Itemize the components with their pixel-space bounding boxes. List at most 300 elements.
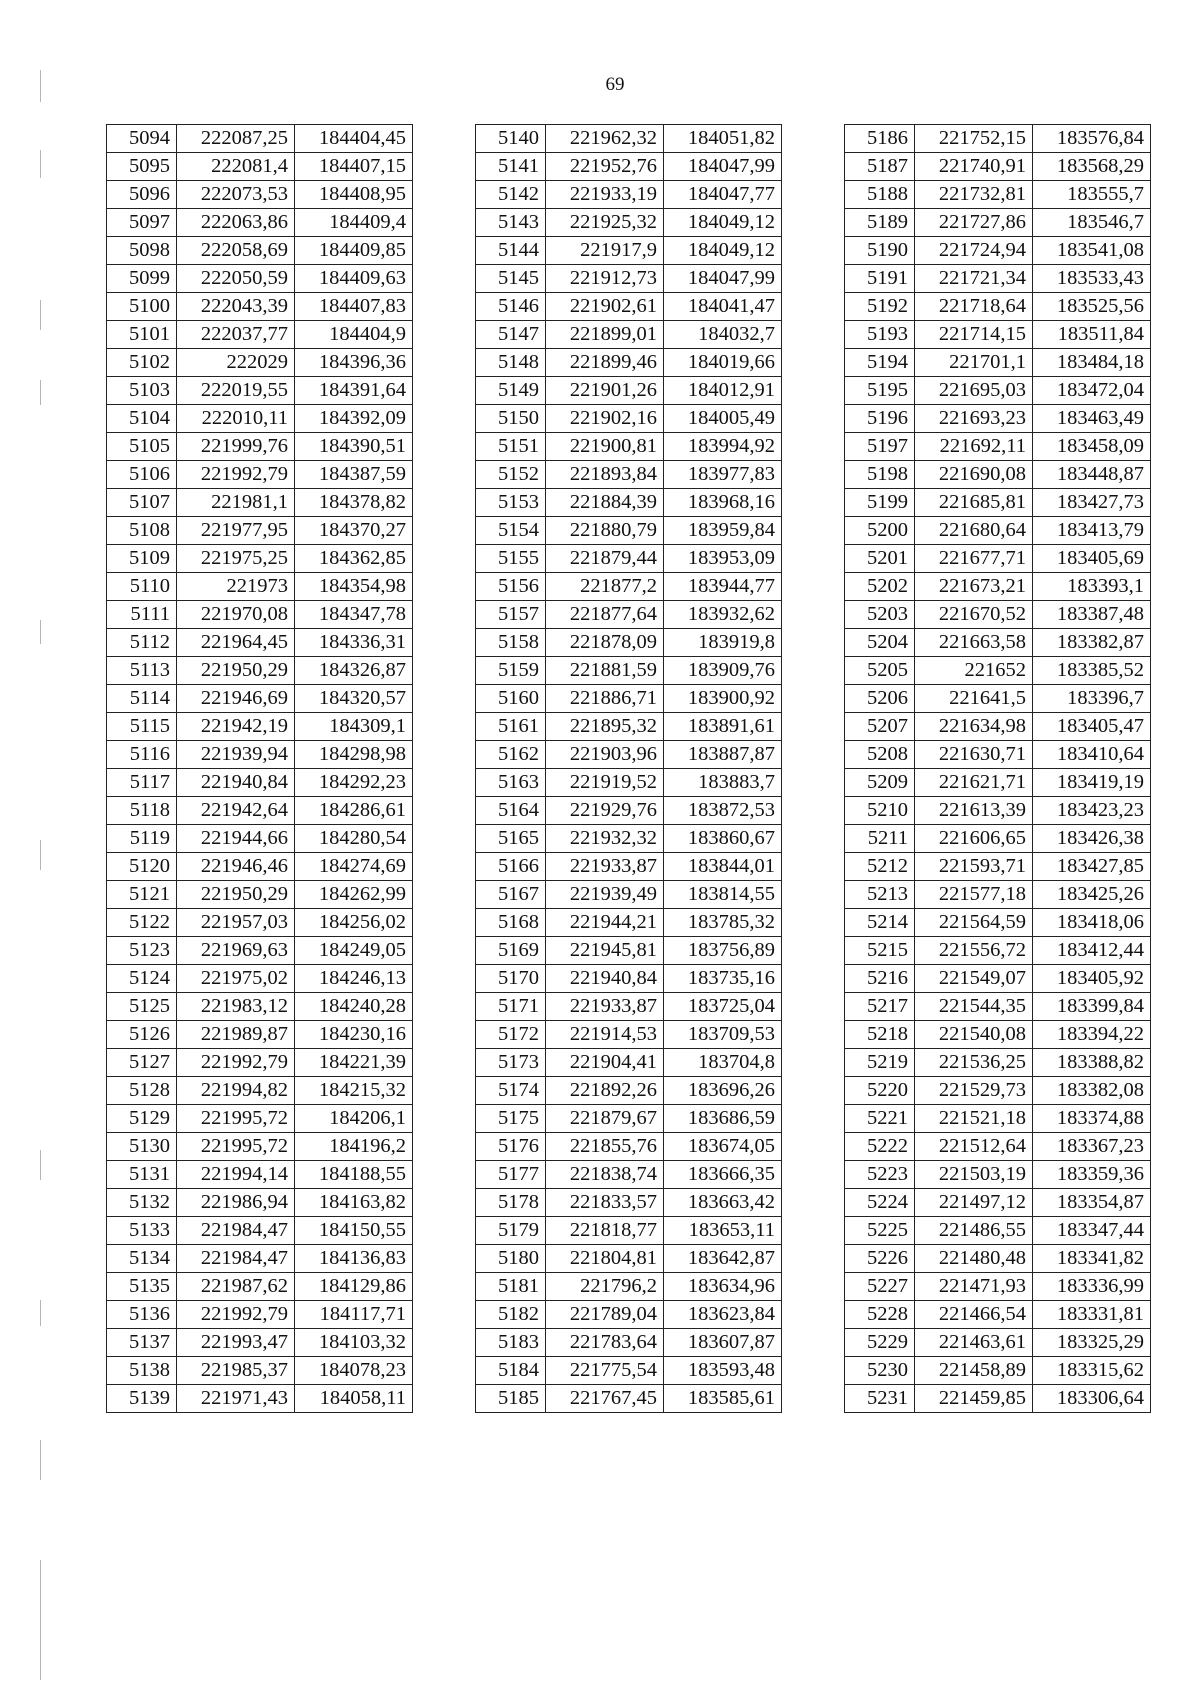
point-number-cell: 5148 <box>476 349 546 377</box>
x-coordinate-cell: 221680,64 <box>915 517 1033 545</box>
x-coordinate-cell: 221970,08 <box>177 601 295 629</box>
point-number-cell: 5120 <box>107 853 177 881</box>
point-number-cell: 5112 <box>107 629 177 657</box>
x-coordinate-cell: 221480,48 <box>915 1245 1033 1273</box>
x-coordinate-cell: 221993,47 <box>177 1329 295 1357</box>
table-row <box>476 713 782 741</box>
x-coordinate-cell: 221804,81 <box>546 1245 664 1273</box>
y-coordinate-cell: 184049,12 <box>664 209 782 237</box>
point-number-cell: 5228 <box>845 1301 915 1329</box>
point-number-cell: 5168 <box>476 909 546 937</box>
y-coordinate-cell: 184221,39 <box>295 1049 413 1077</box>
table-row <box>845 545 1151 573</box>
table-row <box>845 741 1151 769</box>
point-number-cell: 5206 <box>845 685 915 713</box>
y-coordinate-cell: 183419,19 <box>1033 769 1151 797</box>
table-row <box>845 489 1151 517</box>
y-coordinate-cell: 184103,32 <box>295 1329 413 1357</box>
table-row <box>845 321 1151 349</box>
x-coordinate-cell: 221881,59 <box>546 657 664 685</box>
y-coordinate-cell: 183576,84 <box>1033 125 1151 153</box>
point-number-cell: 5114 <box>107 685 177 713</box>
table-row <box>845 1385 1151 1413</box>
y-coordinate-cell: 184408,95 <box>295 181 413 209</box>
table-row <box>476 909 782 937</box>
point-number-cell: 5125 <box>107 993 177 1021</box>
y-coordinate-cell: 184188,55 <box>295 1161 413 1189</box>
x-coordinate-cell: 221886,71 <box>546 685 664 713</box>
table-row <box>107 377 413 405</box>
y-coordinate-cell: 183872,53 <box>664 797 782 825</box>
x-coordinate-cell: 221593,71 <box>915 853 1033 881</box>
y-coordinate-cell: 184256,02 <box>295 909 413 937</box>
y-coordinate-cell: 184320,57 <box>295 685 413 713</box>
table-row <box>107 573 413 601</box>
y-coordinate-cell: 184230,16 <box>295 1021 413 1049</box>
point-number-cell: 5094 <box>107 125 177 153</box>
table-row <box>107 405 413 433</box>
y-coordinate-cell: 183844,01 <box>664 853 782 881</box>
scan-margin-mark <box>40 150 41 178</box>
point-number-cell: 5126 <box>107 1021 177 1049</box>
point-number-cell: 5195 <box>845 377 915 405</box>
table-row <box>476 1217 782 1245</box>
table-row <box>107 545 413 573</box>
point-number-cell: 5209 <box>845 769 915 797</box>
table-row <box>845 1273 1151 1301</box>
y-coordinate-cell: 183674,05 <box>664 1133 782 1161</box>
x-coordinate-cell: 221975,02 <box>177 965 295 993</box>
point-number-cell: 5142 <box>476 181 546 209</box>
x-coordinate-cell: 221718,64 <box>915 293 1033 321</box>
y-coordinate-cell: 183359,36 <box>1033 1161 1151 1189</box>
table-row <box>476 265 782 293</box>
y-coordinate-cell: 183932,62 <box>664 601 782 629</box>
y-coordinate-cell: 183448,87 <box>1033 461 1151 489</box>
y-coordinate-cell: 184047,77 <box>664 181 782 209</box>
x-coordinate-cell: 221981,1 <box>177 489 295 517</box>
x-coordinate-cell: 221999,76 <box>177 433 295 461</box>
x-coordinate-cell: 221690,08 <box>915 461 1033 489</box>
y-coordinate-cell: 183382,08 <box>1033 1077 1151 1105</box>
point-number-cell: 5115 <box>107 713 177 741</box>
y-coordinate-cell: 183977,83 <box>664 461 782 489</box>
point-number-cell: 5170 <box>476 965 546 993</box>
point-number-cell: 5207 <box>845 713 915 741</box>
y-coordinate-cell: 183426,38 <box>1033 825 1151 853</box>
point-number-cell: 5183 <box>476 1329 546 1357</box>
y-coordinate-cell: 183412,44 <box>1033 937 1151 965</box>
point-number-cell: 5177 <box>476 1161 546 1189</box>
x-coordinate-cell: 221714,15 <box>915 321 1033 349</box>
table-row <box>107 1385 413 1413</box>
table-row <box>476 881 782 909</box>
table-row <box>845 601 1151 629</box>
y-coordinate-cell: 183413,79 <box>1033 517 1151 545</box>
point-number-cell: 5176 <box>476 1133 546 1161</box>
y-coordinate-cell: 183463,49 <box>1033 405 1151 433</box>
y-coordinate-cell: 183585,61 <box>664 1385 782 1413</box>
y-coordinate-cell: 184058,11 <box>295 1385 413 1413</box>
table-row <box>845 797 1151 825</box>
point-number-cell: 5105 <box>107 433 177 461</box>
point-number-cell: 5231 <box>845 1385 915 1413</box>
table-row <box>845 1245 1151 1273</box>
y-coordinate-cell: 183623,84 <box>664 1301 782 1329</box>
point-number-cell: 5160 <box>476 685 546 713</box>
y-coordinate-cell: 183900,92 <box>664 685 782 713</box>
y-coordinate-cell: 183423,23 <box>1033 797 1151 825</box>
x-coordinate-cell: 221529,73 <box>915 1077 1033 1105</box>
x-coordinate-cell: 221471,93 <box>915 1273 1033 1301</box>
point-number-cell: 5187 <box>845 153 915 181</box>
table-row <box>845 125 1151 153</box>
y-coordinate-cell: 183418,06 <box>1033 909 1151 937</box>
x-coordinate-cell: 221942,19 <box>177 713 295 741</box>
table-row <box>476 1301 782 1329</box>
y-coordinate-cell: 183331,81 <box>1033 1301 1151 1329</box>
y-coordinate-cell: 183944,77 <box>664 573 782 601</box>
x-coordinate-cell: 221677,71 <box>915 545 1033 573</box>
point-number-cell: 5218 <box>845 1021 915 1049</box>
point-number-cell: 5198 <box>845 461 915 489</box>
scan-margin-mark <box>40 300 41 330</box>
x-coordinate-cell: 221459,85 <box>915 1385 1033 1413</box>
table-row <box>107 629 413 657</box>
y-coordinate-cell: 183427,73 <box>1033 489 1151 517</box>
x-coordinate-cell: 221914,53 <box>546 1021 664 1049</box>
point-number-cell: 5127 <box>107 1049 177 1077</box>
y-coordinate-cell: 184246,13 <box>295 965 413 993</box>
point-number-cell: 5217 <box>845 993 915 1021</box>
y-coordinate-cell: 183472,04 <box>1033 377 1151 405</box>
page-number: 69 <box>605 74 625 95</box>
x-coordinate-cell: 221893,84 <box>546 461 664 489</box>
x-coordinate-cell: 221984,47 <box>177 1245 295 1273</box>
table-row <box>107 825 413 853</box>
table-row <box>845 573 1151 601</box>
y-coordinate-cell: 184078,23 <box>295 1357 413 1385</box>
x-coordinate-cell: 221944,21 <box>546 909 664 937</box>
x-coordinate-cell: 221899,01 <box>546 321 664 349</box>
point-number-cell: 5169 <box>476 937 546 965</box>
table-row <box>845 405 1151 433</box>
table-row <box>845 1189 1151 1217</box>
table-row <box>107 909 413 937</box>
table-row <box>476 1161 782 1189</box>
table-row <box>476 629 782 657</box>
y-coordinate-cell: 184362,85 <box>295 545 413 573</box>
point-number-cell: 5150 <box>476 405 546 433</box>
point-number-cell: 5129 <box>107 1105 177 1133</box>
point-number-cell: 5118 <box>107 797 177 825</box>
y-coordinate-cell: 183725,04 <box>664 993 782 1021</box>
x-coordinate-cell: 221740,91 <box>915 153 1033 181</box>
x-coordinate-cell: 221497,12 <box>915 1189 1033 1217</box>
table-row <box>476 1133 782 1161</box>
table-row <box>107 1133 413 1161</box>
table-row <box>845 1217 1151 1245</box>
y-coordinate-cell: 184274,69 <box>295 853 413 881</box>
point-number-cell: 5103 <box>107 377 177 405</box>
x-coordinate-cell: 221939,49 <box>546 881 664 909</box>
x-coordinate-cell: 221752,15 <box>915 125 1033 153</box>
point-number-cell: 5223 <box>845 1161 915 1189</box>
table-row <box>107 1217 413 1245</box>
table-row <box>107 1161 413 1189</box>
table-row <box>845 853 1151 881</box>
x-coordinate-cell: 221641,5 <box>915 685 1033 713</box>
table-row <box>476 517 782 545</box>
table-row <box>107 601 413 629</box>
table-row <box>845 937 1151 965</box>
point-number-cell: 5229 <box>845 1329 915 1357</box>
point-number-cell: 5161 <box>476 713 546 741</box>
point-number-cell: 5122 <box>107 909 177 937</box>
x-coordinate-cell: 221994,82 <box>177 1077 295 1105</box>
point-number-cell: 5132 <box>107 1189 177 1217</box>
x-coordinate-cell: 221917,9 <box>546 237 664 265</box>
table-row <box>107 937 413 965</box>
table-row <box>476 153 782 181</box>
y-coordinate-cell: 183696,26 <box>664 1077 782 1105</box>
table-row <box>107 237 413 265</box>
point-number-cell: 5200 <box>845 517 915 545</box>
x-coordinate-cell: 221577,18 <box>915 881 1033 909</box>
table-row <box>476 545 782 573</box>
point-number-cell: 5128 <box>107 1077 177 1105</box>
x-coordinate-cell: 221652 <box>915 657 1033 685</box>
point-number-cell: 5220 <box>845 1077 915 1105</box>
y-coordinate-cell: 183405,47 <box>1033 713 1151 741</box>
table-row <box>107 1273 413 1301</box>
point-number-cell: 5095 <box>107 153 177 181</box>
point-number-cell: 5158 <box>476 629 546 657</box>
x-coordinate-cell: 221732,81 <box>915 181 1033 209</box>
x-coordinate-cell: 221933,87 <box>546 993 664 1021</box>
table-row <box>107 965 413 993</box>
point-number-cell: 5201 <box>845 545 915 573</box>
y-coordinate-cell: 183994,92 <box>664 433 782 461</box>
table-row <box>107 1021 413 1049</box>
point-number-cell: 5113 <box>107 657 177 685</box>
x-coordinate-cell: 221929,76 <box>546 797 664 825</box>
table-row <box>476 1385 782 1413</box>
x-coordinate-cell: 221946,46 <box>177 853 295 881</box>
y-coordinate-cell: 183393,1 <box>1033 573 1151 601</box>
y-coordinate-cell: 183354,87 <box>1033 1189 1151 1217</box>
x-coordinate-cell: 221879,44 <box>546 545 664 573</box>
table-row <box>845 993 1151 1021</box>
x-coordinate-cell: 221985,37 <box>177 1357 295 1385</box>
x-coordinate-cell: 221895,32 <box>546 713 664 741</box>
scan-margin-mark <box>40 1440 41 1480</box>
point-number-cell: 5106 <box>107 461 177 489</box>
y-coordinate-cell: 183388,82 <box>1033 1049 1151 1077</box>
x-coordinate-cell: 221950,29 <box>177 881 295 909</box>
x-coordinate-cell: 221884,39 <box>546 489 664 517</box>
y-coordinate-cell: 183511,84 <box>1033 321 1151 349</box>
table-row <box>107 993 413 1021</box>
point-number-cell: 5221 <box>845 1105 915 1133</box>
y-coordinate-cell: 183484,18 <box>1033 349 1151 377</box>
table-row <box>107 293 413 321</box>
table-row <box>107 489 413 517</box>
x-coordinate-cell: 221783,64 <box>546 1329 664 1357</box>
x-coordinate-cell: 221486,55 <box>915 1217 1033 1245</box>
point-number-cell: 5163 <box>476 769 546 797</box>
x-coordinate-cell: 221833,57 <box>546 1189 664 1217</box>
y-coordinate-cell: 184370,27 <box>295 517 413 545</box>
point-number-cell: 5152 <box>476 461 546 489</box>
table-row <box>107 433 413 461</box>
point-number-cell: 5154 <box>476 517 546 545</box>
y-coordinate-cell: 183666,35 <box>664 1161 782 1189</box>
x-coordinate-cell: 221989,87 <box>177 1021 295 1049</box>
table-row <box>107 769 413 797</box>
table-row <box>476 993 782 1021</box>
y-coordinate-cell: 183427,85 <box>1033 853 1151 881</box>
table-row <box>845 181 1151 209</box>
point-number-cell: 5196 <box>845 405 915 433</box>
table-row <box>476 685 782 713</box>
y-coordinate-cell: 183336,99 <box>1033 1273 1151 1301</box>
point-number-cell: 5110 <box>107 573 177 601</box>
point-number-cell: 5215 <box>845 937 915 965</box>
point-number-cell: 5205 <box>845 657 915 685</box>
y-coordinate-cell: 183756,89 <box>664 937 782 965</box>
y-coordinate-cell: 183634,96 <box>664 1273 782 1301</box>
y-coordinate-cell: 183568,29 <box>1033 153 1151 181</box>
y-coordinate-cell: 183919,8 <box>664 629 782 657</box>
table-row <box>845 825 1151 853</box>
y-coordinate-cell: 184136,83 <box>295 1245 413 1273</box>
point-number-cell: 5102 <box>107 349 177 377</box>
x-coordinate-cell: 221975,25 <box>177 545 295 573</box>
table-row <box>476 125 782 153</box>
point-number-cell: 5108 <box>107 517 177 545</box>
table-row <box>107 1077 413 1105</box>
y-coordinate-cell: 183607,87 <box>664 1329 782 1357</box>
table-row <box>107 1105 413 1133</box>
point-number-cell: 5165 <box>476 825 546 853</box>
x-coordinate-cell: 221670,52 <box>915 601 1033 629</box>
x-coordinate-cell: 221879,67 <box>546 1105 664 1133</box>
point-number-cell: 5194 <box>845 349 915 377</box>
table-row <box>476 1105 782 1133</box>
table-row <box>845 1161 1151 1189</box>
y-coordinate-cell: 184336,31 <box>295 629 413 657</box>
point-number-cell: 5203 <box>845 601 915 629</box>
table-row <box>845 433 1151 461</box>
table-row <box>845 1049 1151 1077</box>
x-coordinate-cell: 221992,79 <box>177 1049 295 1077</box>
y-coordinate-cell: 183533,43 <box>1033 265 1151 293</box>
point-number-cell: 5172 <box>476 1021 546 1049</box>
table-row <box>107 1245 413 1273</box>
y-coordinate-cell: 183306,64 <box>1033 1385 1151 1413</box>
point-number-cell: 5174 <box>476 1077 546 1105</box>
table-row <box>476 741 782 769</box>
x-coordinate-cell: 221544,35 <box>915 993 1033 1021</box>
y-coordinate-cell: 184047,99 <box>664 265 782 293</box>
table-row <box>845 517 1151 545</box>
x-coordinate-cell: 221521,18 <box>915 1105 1033 1133</box>
table-row <box>107 1357 413 1385</box>
y-coordinate-cell: 184280,54 <box>295 825 413 853</box>
y-coordinate-cell: 183704,8 <box>664 1049 782 1077</box>
table-row <box>845 461 1151 489</box>
point-number-cell: 5214 <box>845 909 915 937</box>
y-coordinate-cell: 183593,48 <box>664 1357 782 1385</box>
table-row <box>107 209 413 237</box>
table-row <box>476 1357 782 1385</box>
table-row <box>845 209 1151 237</box>
x-coordinate-cell: 221932,32 <box>546 825 664 853</box>
y-coordinate-cell: 184163,82 <box>295 1189 413 1217</box>
point-number-cell: 5175 <box>476 1105 546 1133</box>
point-number-cell: 5104 <box>107 405 177 433</box>
point-number-cell: 5135 <box>107 1273 177 1301</box>
y-coordinate-cell: 183374,88 <box>1033 1105 1151 1133</box>
y-coordinate-cell: 184392,09 <box>295 405 413 433</box>
x-coordinate-cell: 221880,79 <box>546 517 664 545</box>
table-row <box>476 209 782 237</box>
x-coordinate-cell: 221944,66 <box>177 825 295 853</box>
x-coordinate-cell: 221962,32 <box>546 125 664 153</box>
table-row <box>107 741 413 769</box>
x-coordinate-cell: 221892,26 <box>546 1077 664 1105</box>
y-coordinate-cell: 184215,32 <box>295 1077 413 1105</box>
x-coordinate-cell: 221901,26 <box>546 377 664 405</box>
y-coordinate-cell: 183555,7 <box>1033 181 1151 209</box>
y-coordinate-cell: 184354,98 <box>295 573 413 601</box>
point-number-cell: 5138 <box>107 1357 177 1385</box>
y-coordinate-cell: 184206,1 <box>295 1105 413 1133</box>
point-number-cell: 5204 <box>845 629 915 657</box>
point-number-cell: 5178 <box>476 1189 546 1217</box>
x-coordinate-cell: 221695,03 <box>915 377 1033 405</box>
table-row <box>845 153 1151 181</box>
x-coordinate-cell: 221940,84 <box>546 965 664 993</box>
y-coordinate-cell: 183887,87 <box>664 741 782 769</box>
point-number-cell: 5136 <box>107 1301 177 1329</box>
point-number-cell: 5111 <box>107 601 177 629</box>
x-coordinate-cell: 221995,72 <box>177 1105 295 1133</box>
x-coordinate-cell: 221466,54 <box>915 1301 1033 1329</box>
table-row <box>107 1329 413 1357</box>
point-number-cell: 5185 <box>476 1385 546 1413</box>
table-row <box>476 1329 782 1357</box>
table-row <box>107 657 413 685</box>
table-row <box>476 461 782 489</box>
x-coordinate-cell: 221984,47 <box>177 1217 295 1245</box>
y-coordinate-cell: 183382,87 <box>1033 629 1151 657</box>
point-number-cell: 5156 <box>476 573 546 601</box>
point-number-cell: 5182 <box>476 1301 546 1329</box>
point-number-cell: 5141 <box>476 153 546 181</box>
table-row <box>476 853 782 881</box>
table-row <box>476 769 782 797</box>
point-number-cell: 5197 <box>845 433 915 461</box>
y-coordinate-cell: 184390,51 <box>295 433 413 461</box>
x-coordinate-cell: 221957,03 <box>177 909 295 937</box>
y-coordinate-cell: 183458,09 <box>1033 433 1151 461</box>
y-coordinate-cell: 184391,64 <box>295 377 413 405</box>
x-coordinate-cell: 221964,45 <box>177 629 295 657</box>
x-coordinate-cell: 221946,69 <box>177 685 295 713</box>
x-coordinate-cell: 221818,77 <box>546 1217 664 1245</box>
